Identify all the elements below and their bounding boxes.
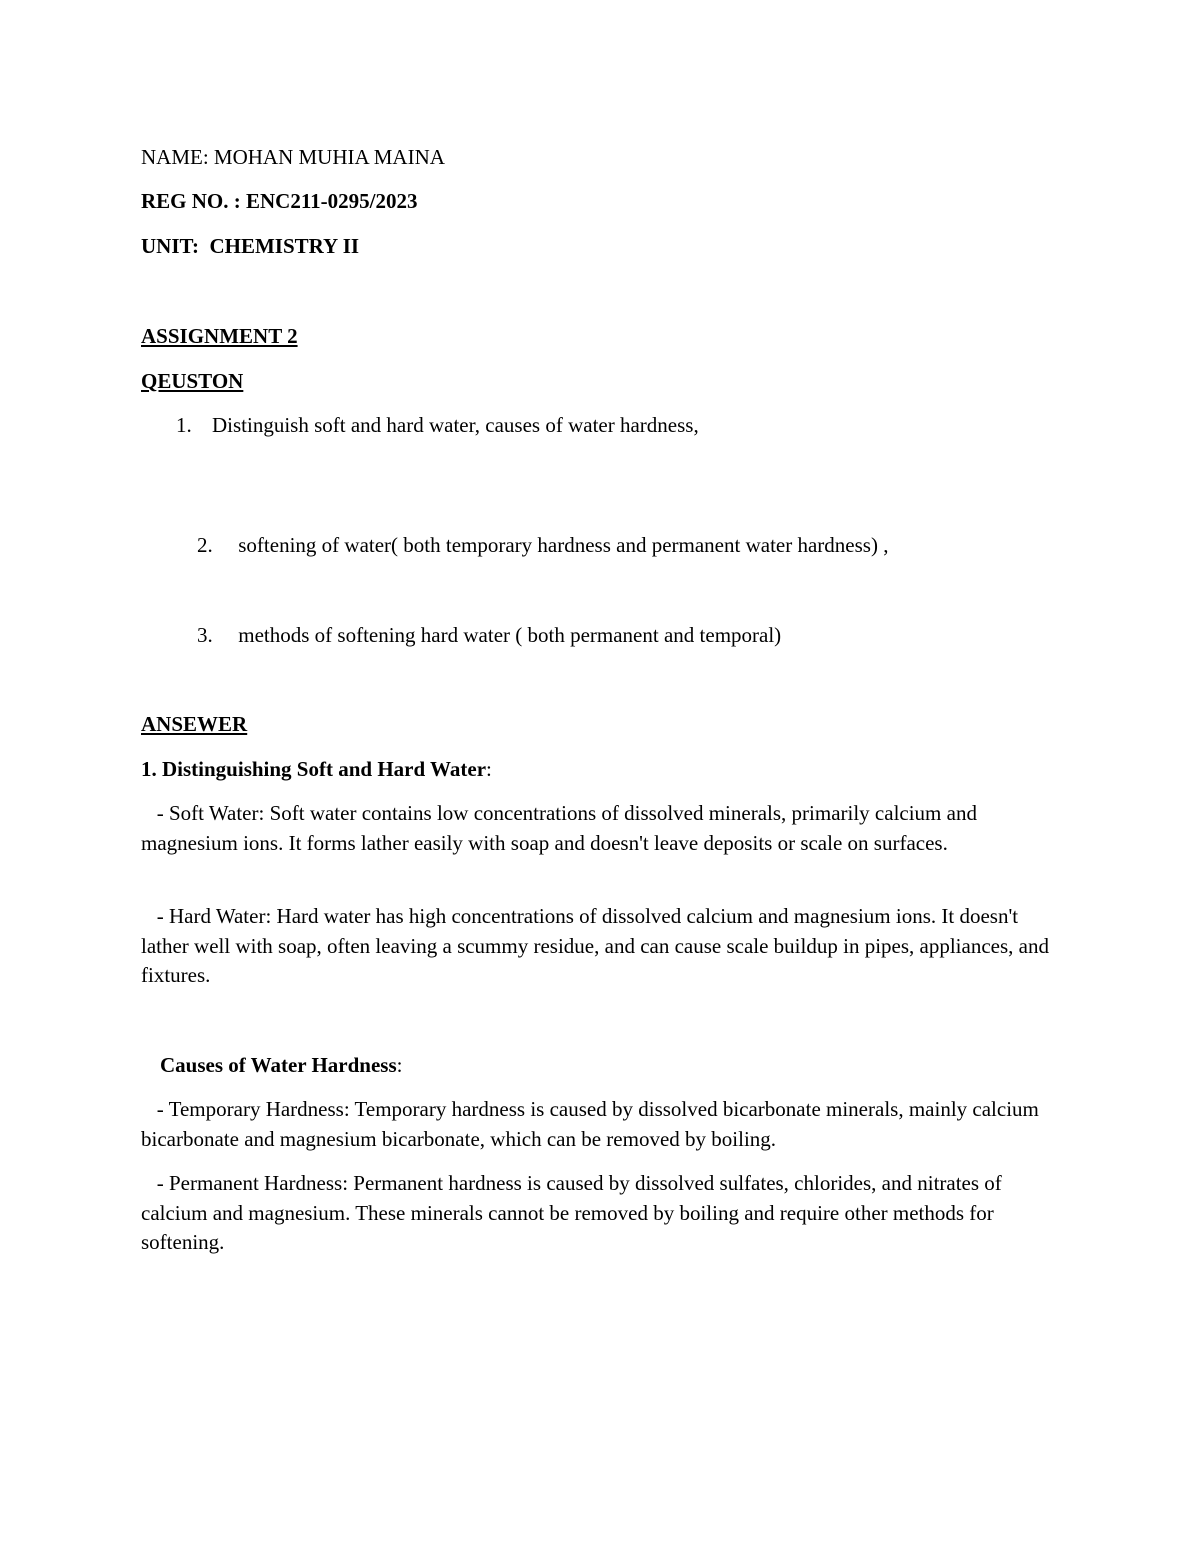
- question-heading: QEUSTON: [141, 369, 244, 393]
- question-item-2: [176, 500, 888, 590]
- question-number: 2.: [197, 533, 213, 557]
- hard-water-paragraph: - Hard Water: Hard water has high concentrations of dissolved calcium and magnesium ions. It doesn't lather well with soap, often leaving a scummy residue, and can cause scale buildup in pipes, appliances, and fixtures.: [141, 904, 1055, 987]
- question-number: 1.: [176, 413, 192, 437]
- question-item-3: [176, 590, 781, 680]
- assignment-title: ASSIGNMENT 2: [141, 324, 298, 348]
- question-number: 3.: [197, 623, 213, 647]
- student-name: NAME: MOHAN MUHIA MAINA: [141, 145, 445, 169]
- registration-number: REG NO. : ENC211-0295/2023: [141, 189, 418, 213]
- answer-heading: ANSEWER: [141, 712, 248, 736]
- soft-water-paragraph: - Soft Water: Soft water contains low concentrations of dissolved minerals, primarily calcium and magnesium ions. It forms lather easily with soap and doesn't leave deposits or scale on surfaces.: [141, 801, 983, 855]
- question-text: methods of softening hard water ( both permanent and temporal): [233, 623, 782, 647]
- question-text: Distinguish soft and hard water, causes of water hardness,: [212, 413, 699, 437]
- permanent-hardness-paragraph: - Permanent Hardness: Permanent hardness is caused by dissolved sulfates, chlorides, and nitrates of calcium and magnesium. These minerals cannot be removed by boiling and require other methods for softening.: [141, 1171, 1008, 1254]
- section-1-heading: [141, 754, 492, 784]
- question-item-1: [176, 410, 699, 440]
- unit-title: UNIT: CHEMISTRY II: [141, 234, 360, 258]
- causes-title: Causes of Water Hardness: [160, 1053, 397, 1077]
- causes-colon: :: [396, 1053, 403, 1077]
- section-1-colon: :: [486, 757, 492, 781]
- causes-heading: [160, 1050, 403, 1080]
- question-text: softening of water( both temporary hardness and permanent water hardness) ,: [233, 533, 889, 557]
- section-1-title: 1. Distinguishing Soft and Hard Water: [141, 757, 487, 781]
- temporary-hardness-paragraph: - Temporary Hardness: Temporary hardness is caused by dissolved bicarbonate minerals, mainly calcium bicarbonate and magnesium bicarbonate, which can be removed by boiling.: [141, 1097, 1045, 1151]
